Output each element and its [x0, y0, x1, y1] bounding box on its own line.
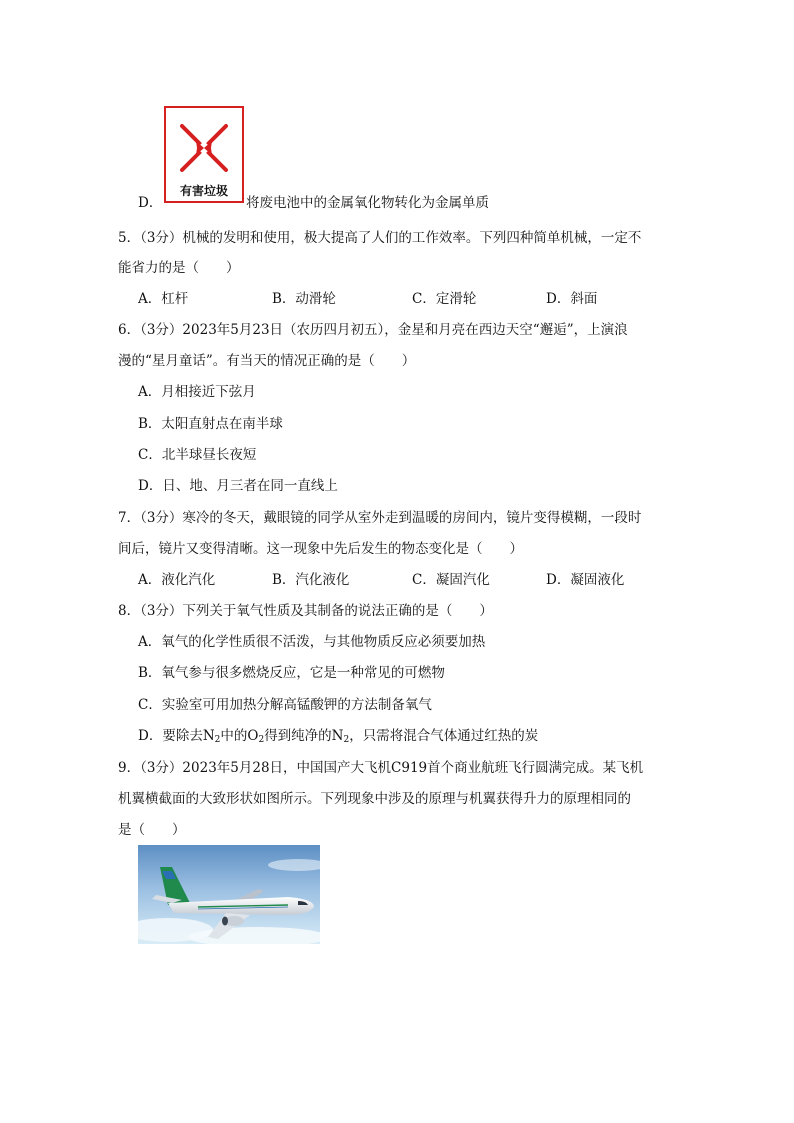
q7-option-d: D．凝固液化 — [546, 572, 625, 588]
q8-option-d-part3: 得到纯净的N — [264, 728, 344, 744]
q8-option-a: A．氧气的化学性质很不活泼，与其他物质反应必须要加热 — [138, 634, 486, 650]
q7-option-a: A．液化汽化 — [138, 572, 216, 588]
q8-option-d — [138, 726, 538, 750]
q9-stem-line1: 9．（3分）2023年5月28日，中国国产大飞机C919首个商业航班飞行圆满完成。某飞机 — [118, 760, 644, 776]
q4-option-d-text: 将废电池中的金属氧化物转化为金属单质 — [246, 195, 489, 211]
hazardous-waste-icon — [166, 110, 242, 186]
airplane-photo — [138, 845, 320, 944]
airplane-illustration — [138, 845, 320, 944]
q8-option-d-part1: D．要除去N — [138, 728, 215, 744]
q7-stem-line1: 7．（3分）寒冷的冬天，戴眼镜的同学从室外走到温暖的房间内，镜片变得模糊，一段时 — [118, 510, 642, 526]
q9-stem-line2: 机翼横截面的大致形状如图所示。下列现象中涉及的原理与机翼获得升力的原理相同的 — [118, 791, 631, 807]
q6-option-a: A．月相接近下弦月 — [138, 384, 256, 400]
q6-stem-line2: 漫的“星月童话”。有当天的情况正确的是（ ） — [118, 353, 416, 369]
hazardous-waste-sign — [164, 106, 244, 203]
q7-option-b: B．汽化液化 — [272, 572, 350, 588]
q6-option-b: B．太阳直射点在南半球 — [138, 416, 283, 432]
q8-option-d-part2: 中的O — [220, 728, 259, 744]
q8-option-d-part4: ，只需将混合气体通过红热的炭 — [349, 728, 539, 744]
q5-option-b: B．动滑轮 — [272, 291, 336, 307]
q5-option-d: D．斜面 — [546, 291, 598, 307]
subscript: 2 — [214, 735, 221, 745]
q5-option-a: A．杠杆 — [138, 291, 189, 307]
q6-stem-line1: 6．（3分）2023年5月23日（农历四月初五），金星和月亮在西边天空“邂逅”，上演浪 — [118, 322, 628, 338]
subscript: 2 — [258, 735, 265, 745]
q7-option-c: C．凝固汽化 — [412, 572, 490, 588]
q5-stem-line1: 5．（3分）机械的发明和使用，极大提高了人们的工作效率。下列四种简单机械，一定不 — [118, 230, 642, 246]
hazard-label: 有害垃圾 — [179, 184, 228, 198]
q4-option-d-prefix: D． — [138, 195, 163, 211]
q9-stem-line3: 是（ ） — [118, 822, 186, 838]
q7-stem-line2: 间后，镜片又变得清晰。这一现象中先后发生的物态变化是（ ） — [118, 541, 523, 557]
subscript: 2 — [343, 735, 350, 745]
q6-option-c: C．北半球昼长夜短 — [138, 447, 257, 463]
q8-stem: 8．（3分）下列关于氧气性质及其制备的说法正确的是（ ） — [118, 603, 493, 619]
q5-option-c: C．定滑轮 — [412, 291, 477, 307]
q8-option-c: C．实验室可用加热分解高锰酸钾的方法制备氧气 — [138, 697, 432, 713]
q5-stem-line2: 能省力的是（ ） — [118, 260, 240, 276]
q8-option-b: B．氧气参与很多燃烧反应，它是一种常见的可燃物 — [138, 665, 445, 681]
q6-option-d: D．日、地、月三者在同一直线上 — [138, 478, 338, 494]
